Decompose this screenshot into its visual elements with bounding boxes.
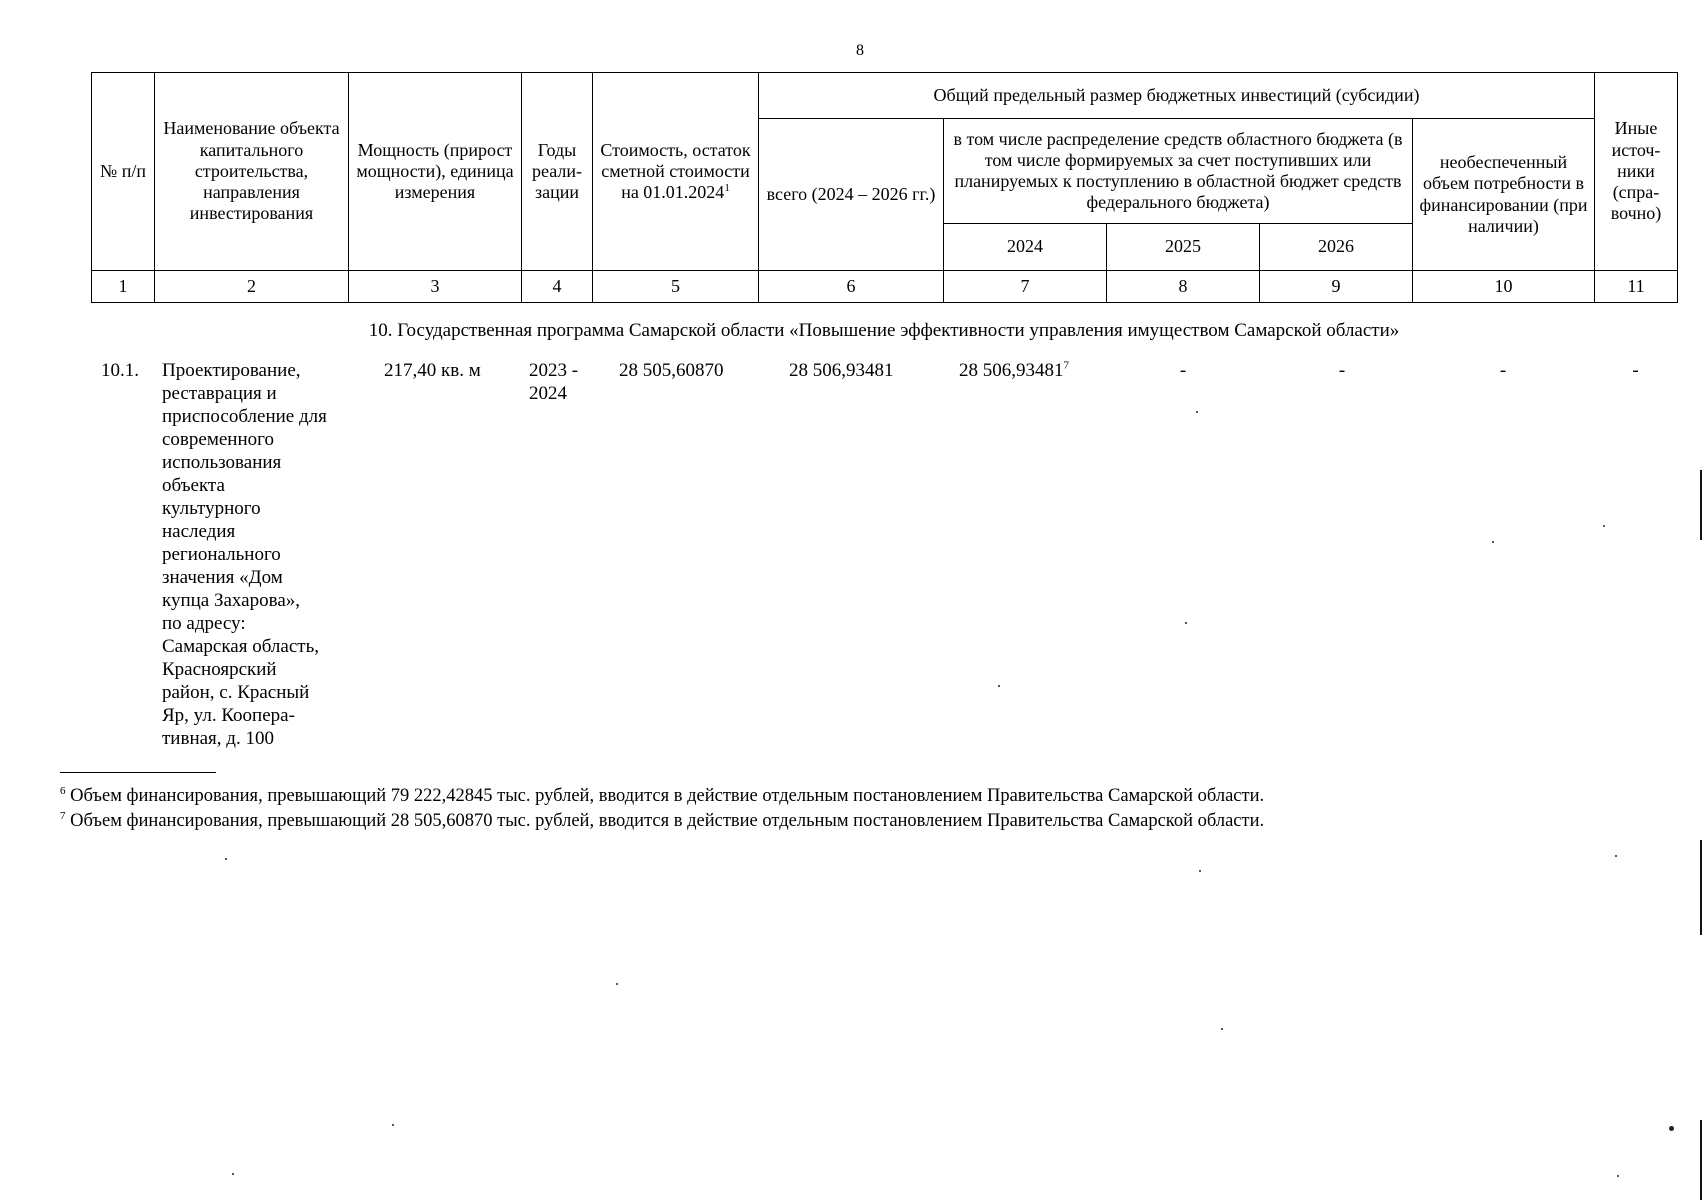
row-object-name-line: использования: [162, 452, 282, 473]
scan-edge-shadow: [1700, 840, 1702, 935]
footnote-6-text: Объем финансирования, превышающий 79 222,42845 тыс. рублей, вводится в действие отдельным постановлением Правительства Самарской области.: [70, 786, 1265, 806]
row-year-2024-amount: 28 506,93481: [959, 360, 1064, 381]
scan-speck: [1615, 855, 1617, 857]
header-years: Годы реали-зации: [522, 73, 593, 271]
row-year-2025-value: -: [1179, 360, 1187, 381]
column-number: 11: [1595, 271, 1678, 303]
row-object-name-line: значения «Дом: [162, 567, 283, 588]
row-object-name-line: Красноярский: [162, 659, 277, 680]
row-unfunded-value: -: [1499, 360, 1507, 381]
column-number: 10: [1413, 271, 1595, 303]
column-number-row: [92, 271, 1678, 303]
header-cost-text: Стоимость, остаток сметной стоимости на 01.01.2024: [600, 139, 751, 203]
row-cost: 28 505,60870: [619, 360, 724, 381]
footnote-7: [60, 809, 1264, 833]
column-number: 5: [593, 271, 759, 303]
scan-speck: [998, 685, 1000, 687]
row-years: [529, 359, 578, 405]
scan-speck: [232, 1173, 234, 1175]
row-object-name-line: регионального: [162, 544, 281, 565]
footnote-7-mark: 7: [60, 809, 66, 822]
header-number: № п/п: [92, 73, 155, 271]
row-object-name-line: приспособление для: [162, 406, 327, 427]
header-capacity: Мощность (прирост мощности), единица измерения: [349, 73, 522, 271]
footnote-6: [60, 784, 1264, 808]
header-regional-budget: в том числе распределение средств областного бюджета (в том числе формируемых за счет поступивших или планируемых к поступлению в областной бюджет средств федерального бюджета): [944, 119, 1413, 224]
row-other-sources-value: -: [1632, 360, 1639, 381]
scan-speck: [1492, 541, 1494, 543]
row-object-name-line: Проектирование,: [162, 360, 301, 381]
scan-speck: [616, 983, 618, 985]
scan-edge-shadow: [1700, 1120, 1702, 1200]
row-object-name-line: реставрация и: [162, 383, 277, 404]
row-object-name-line: наследия: [162, 521, 236, 542]
header-year-2024: 2024: [944, 224, 1107, 271]
column-number: 9: [1260, 271, 1413, 303]
header-object-name: Наименование объекта капитального строительства, направления инвестирования: [155, 73, 349, 271]
scan-speck: [225, 858, 227, 860]
column-number: 3: [349, 271, 522, 303]
row-object-name-line: Самарская область,: [162, 636, 319, 657]
column-number: 1: [92, 271, 155, 303]
page-number: 8: [856, 42, 864, 59]
header-year-2025: 2025: [1107, 224, 1260, 271]
row-object-name-line: тивная, д. 100: [162, 728, 274, 749]
footnote-7-text: Объем финансирования, превышающий 28 505,60870 тыс. рублей, вводится в действие отдельным постановлением Правительства Самарской области.: [70, 811, 1265, 831]
header-cost: [593, 73, 759, 271]
header-other-sources: Иные источ-ники (спра-вочно): [1595, 73, 1678, 271]
header-year-2026: 2026: [1260, 224, 1413, 271]
row-object-name-line: Яр, ул. Коопера-: [162, 705, 295, 726]
budget-investment-table: [91, 72, 1678, 303]
row-years-end: 2024: [529, 383, 567, 404]
header-total-limit: Общий предельный размер бюджетных инвестиций (субсидии): [759, 73, 1595, 119]
row-year-2026-value: -: [1338, 360, 1346, 381]
scan-speck: [1221, 1028, 1223, 1030]
section-title: 10. Государственная программа Самарской области «Повышение эффективности управления имуществом Самарской области»: [368, 320, 1400, 341]
row-number: 10.1.: [101, 360, 139, 381]
row-object-name-line: купца Захарова»,: [162, 590, 301, 611]
column-number: 8: [1107, 271, 1260, 303]
row-years-start: 2023 -: [529, 360, 579, 381]
row-object-name-line: культурного: [162, 498, 261, 519]
row-object-name-line: район, с. Красный: [162, 682, 310, 703]
scan-speck: [1185, 622, 1187, 624]
column-number: 6: [759, 271, 944, 303]
header-cost-footnote-mark: 1: [724, 182, 730, 195]
row-year-2024-value: [959, 359, 1069, 382]
footnote-6-mark: 6: [60, 784, 66, 797]
scan-speck: [392, 1124, 394, 1126]
scan-speck: [1603, 525, 1605, 527]
row-total: 28 506,93481: [789, 360, 894, 381]
row-object-name-line: по адресу:: [162, 613, 246, 634]
scan-speck: [1617, 1175, 1619, 1177]
column-number: 7: [944, 271, 1107, 303]
scan-speck: [1199, 870, 1201, 872]
row-year-2024-footnote-mark: 7: [1063, 359, 1069, 372]
row-object-name-line: современного: [162, 429, 274, 450]
row-object-name-line: объекта: [162, 475, 225, 496]
row-capacity: 217,40 кв. м: [384, 360, 481, 381]
footnote-separator: [60, 772, 216, 773]
scan-speck: [1669, 1126, 1674, 1131]
row-object-name: [162, 359, 352, 750]
column-number: 4: [522, 271, 593, 303]
header-unfunded: необеспеченный объем потребности в финансировании (при наличии): [1413, 119, 1595, 271]
scan-speck: [1196, 411, 1198, 413]
header-total: всего (2024 – 2026 гг.): [759, 119, 944, 271]
column-number: 2: [155, 271, 349, 303]
scan-edge-shadow: [1700, 470, 1702, 540]
